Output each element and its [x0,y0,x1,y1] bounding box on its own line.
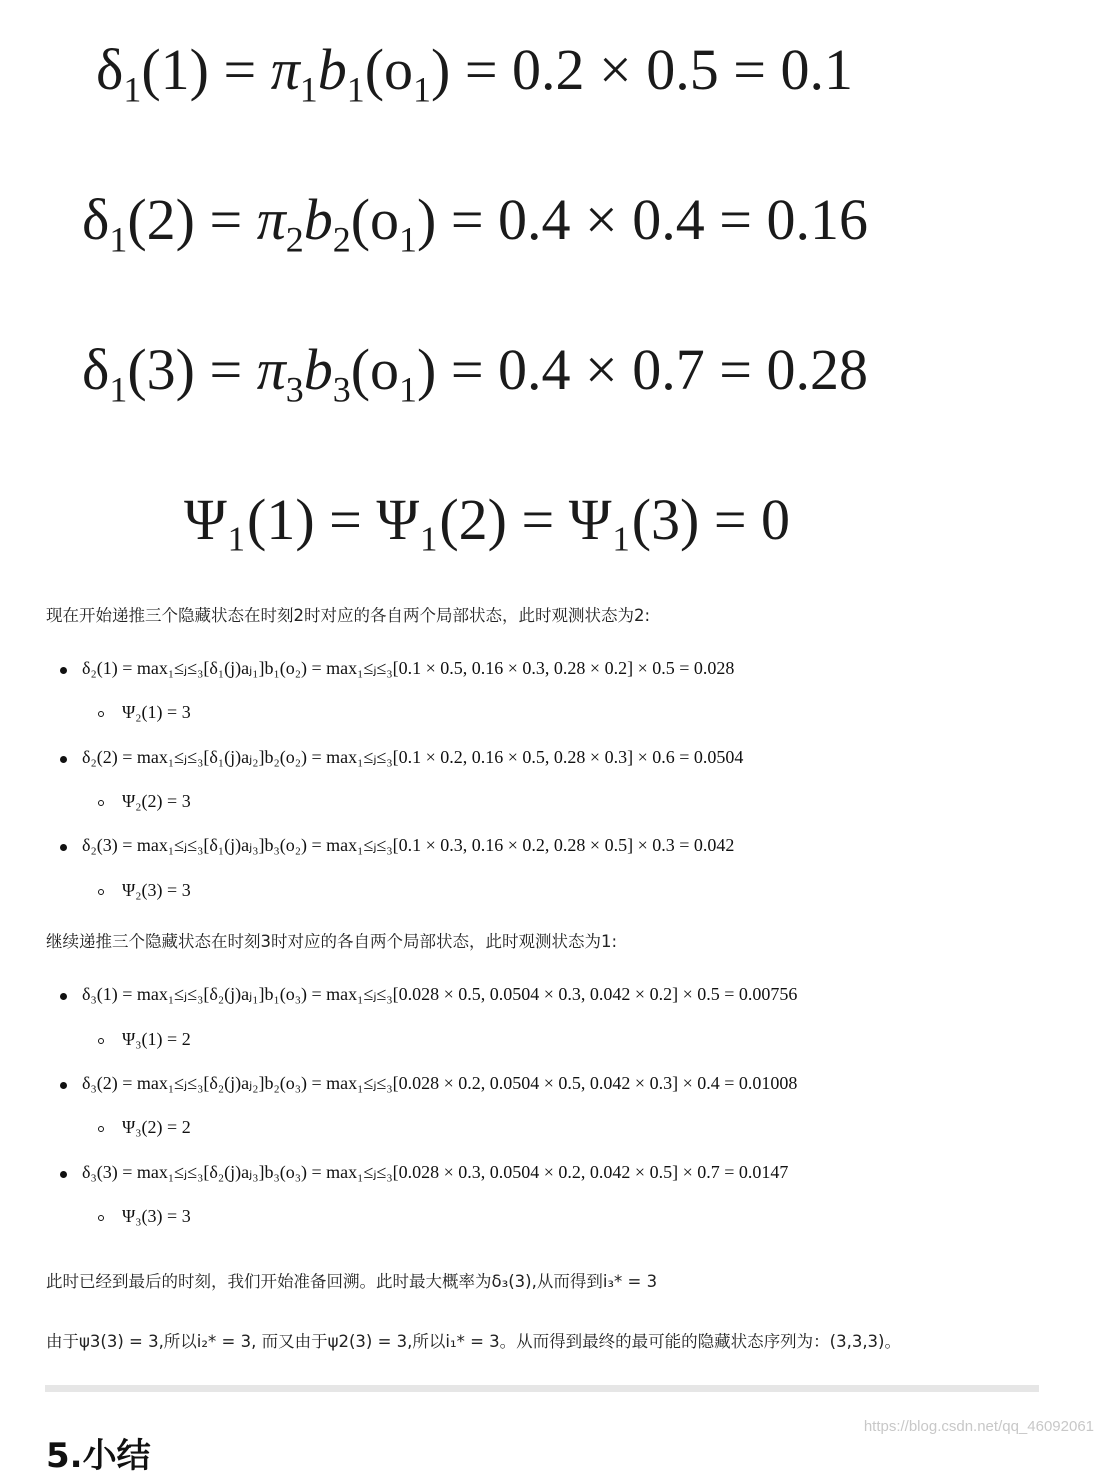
equation-psi2-1: Ψ₂(1) = 3 [122,702,191,722]
equation-psi3-3: Ψ₃(3) = 3 [122,1206,191,1226]
circle-bullet-icon [98,800,104,806]
bullet-icon [60,1082,67,1089]
equation-psi3-2: Ψ₃(2) = 2 [122,1117,191,1137]
circle-bullet-icon [98,889,104,895]
equation-psi2-2: Ψ₂(2) = 3 [122,791,191,811]
horizontal-divider [45,1385,1039,1392]
equation-delta2-2: δ₂(2) = max₁≤ⱼ≤₃[δ₁(j)aⱼ₂]b₂(o₂) = max₁≤ⱼ≤₃[0.1 × 0.2, 0.16 × 0.5, 0.28 × 0.3] × 0.6 = 0.0504 [82,747,744,767]
section-heading: 5.小结 [46,1436,151,1476]
equation-psi2-3: Ψ₂(3) = 3 [122,880,191,900]
equation-psi3-1: Ψ₃(1) = 2 [122,1029,191,1049]
equation-delta1-1: $\delta_1(1) = \pi_1b_1(o_1) = 0.2 \times 0.5 = 0.1$ [96,37,853,110]
equation-psi-init: Ψ₁(1) = Ψ₁(2) = Ψ₁(3) = 0 [184,487,791,552]
equation-delta2-3: δ₂(3) = max₁≤ⱼ≤₃[δ₁(j)aⱼ₃]b₃(o₂) = max₁≤ⱼ≤₃[0.1 × 0.3, 0.16 × 0.2, 0.28 × 0.5] × 0.3 = 0.042 [82,835,735,855]
equation-delta1-3: $\delta_1(3) = \pi_3b_3(o_1) = 0.4 \times 0.7 = 0.28$ [82,337,868,410]
bullet-icon [60,844,67,851]
bullet-icon [60,756,67,763]
bullet-icon [60,993,67,1000]
paragraph-backtrack: 此时已经到最后的时刻，我们开始准备回溯。此时最大概率为δ₃(3),从而得到i₃* = 3 [46,1272,658,1291]
equation-delta3-1: δ₃(1) = max₁≤ⱼ≤₃[δ₂(j)aⱼ₁]b₁(o₃) = max₁≤ⱼ≤₃[0.028 × 0.5, 0.0504 × 0.3, 0.042 × 0.2] × 0.5 = 0.00756 [82,984,798,1004]
equation-delta2-1: δ₂(1) = max₁≤ⱼ≤₃[δ₁(j)aⱼ₁]b₁(o₂) = max₁≤ⱼ≤₃[0.1 × 0.5, 0.16 × 0.3, 0.28 × 0.2] × 0.5 = 0.028 [82,658,735,678]
circle-bullet-icon [98,1038,104,1044]
watermark: https://blog.csdn.net/qq_46092061 [863,1418,1094,1435]
paragraph-result: 由于ψ3(3) = 3,所以i₂* = 3, 而又由于ψ2(3) = 3,所以i₁* = 3。从而得到最终的最可能的隐藏状态序列为：(3,3,3)。 [46,1332,901,1351]
paragraph-time2-intro: 现在开始递推三个隐藏状态在时刻2时对应的各自两个局部状态，此时观测状态为2: [46,606,651,625]
equation-delta1-2: $\delta_1(2) = \pi_2b_2(o_1) = 0.4 \times 0.4 = 0.16$ [82,187,868,260]
equation-delta3-3: δ₃(3) = max₁≤ⱼ≤₃[δ₂(j)aⱼ₃]b₃(o₃) = max₁≤ⱼ≤₃[0.028 × 0.3, 0.0504 × 0.2, 0.042 × 0.5] × 0.7 = 0.0147 [82,1162,789,1182]
circle-bullet-icon [98,711,104,717]
circle-bullet-icon [98,1126,104,1132]
bullet-icon [60,1171,67,1178]
equation-delta3-2: δ₃(2) = max₁≤ⱼ≤₃[δ₂(j)aⱼ₂]b₂(o₃) = max₁≤ⱼ≤₃[0.028 × 0.2, 0.0504 × 0.5, 0.042 × 0.3] × 0.4 = 0.01008 [82,1073,798,1093]
circle-bullet-icon [98,1215,104,1221]
bullet-icon [60,667,67,674]
paragraph-time3-intro: 继续递推三个隐藏状态在时刻3时对应的各自两个局部状态，此时观测状态为1: [46,932,618,951]
